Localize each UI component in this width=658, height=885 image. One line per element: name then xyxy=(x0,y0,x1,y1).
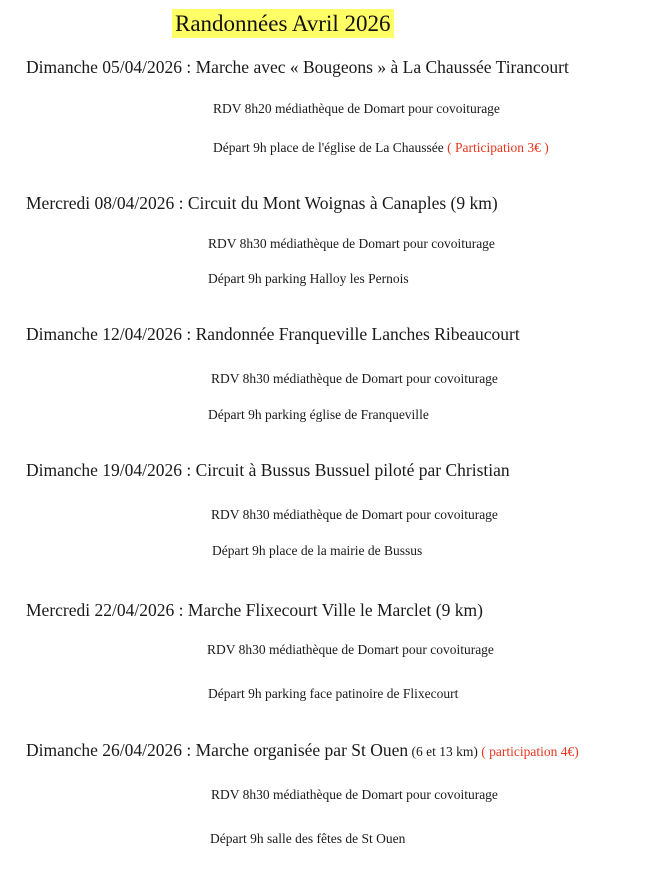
event-rdv: RDV 8h20 médiathèque de Domart pour covoiturage xyxy=(213,101,500,116)
event-depart: Départ 9h parking Halloy les Pernois xyxy=(208,271,409,286)
event-heading: Mercredi 08/04/2026 : Circuit du Mont Woignas à Canaples (9 km) xyxy=(26,193,498,213)
participation-fee: ( Participation 3€ ) xyxy=(443,140,549,155)
event-depart xyxy=(213,139,549,157)
event-depart: Départ 9h parking face patinoire de Flixecourt xyxy=(208,686,459,701)
event-rdv: RDV 8h30 médiathèque de Domart pour covoiturage xyxy=(211,787,498,802)
page-title: Randonnées Avril 2026 xyxy=(172,9,394,38)
event-heading: Dimanche 19/04/2026 : Circuit à Bussus Bussuel piloté par Christian xyxy=(26,460,510,480)
event-heading: Mercredi 22/04/2026 : Marche Flixecourt Ville le Marclet (9 km) xyxy=(26,600,483,620)
event-distance: (6 et 13 km) xyxy=(408,744,478,759)
event-rdv: RDV 8h30 médiathèque de Domart pour covoiturage xyxy=(207,642,494,657)
event-heading xyxy=(26,739,579,763)
event-heading-text: Dimanche 26/04/2026 : Marche organisée par St Ouen xyxy=(26,740,409,760)
event-depart: Départ 9h salle des fêtes de St Ouen xyxy=(210,831,406,846)
event-rdv: RDV 8h30 médiathèque de Domart pour covoiturage xyxy=(211,507,498,522)
event-depart-text: Départ 9h place de l'église de La Chaussée xyxy=(213,140,444,155)
event-rdv: RDV 8h30 médiathèque de Domart pour covoiturage xyxy=(211,371,498,386)
event-rdv: RDV 8h30 médiathèque de Domart pour covoiturage xyxy=(208,236,495,251)
event-depart: Départ 9h place de la mairie de Bussus xyxy=(212,543,423,558)
event-heading: Dimanche 05/04/2026 : Marche avec « Bougeons » à La Chaussée Tirancourt xyxy=(26,57,569,77)
participation-fee: ( participation 4€) xyxy=(477,744,579,759)
event-heading: Dimanche 12/04/2026 : Randonnée Franqueville Lanches Ribeaucourt xyxy=(26,324,520,344)
event-depart: Départ 9h parking église de Franqueville xyxy=(208,407,429,422)
